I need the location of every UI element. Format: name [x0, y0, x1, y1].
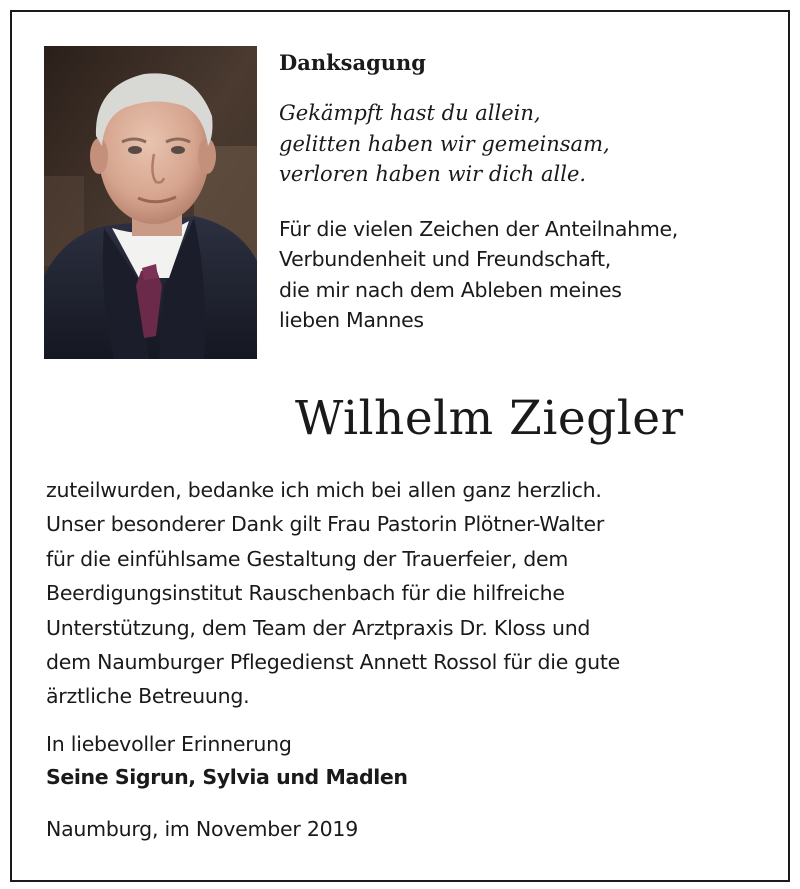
intro-line: lieben Mannes	[279, 307, 424, 332]
portrait-photo	[44, 46, 257, 359]
body-line: ärztliche Betreuung.	[46, 684, 250, 709]
body-line: Unterstützung, dem Team der Arztpraxis Dr. Kloss und	[46, 615, 591, 640]
signers: Seine Sigrun, Sylvia und Madlen	[46, 765, 408, 789]
place-date: Naumburg, im November 2019	[46, 817, 358, 841]
thanks-body	[46, 473, 620, 714]
body-line: zuteilwurden, bedanke ich mich bei allen ganz herzlich.	[46, 478, 602, 502]
intro-text	[279, 214, 678, 335]
notice-heading: Danksagung	[279, 50, 426, 75]
body-line: Unser besonderer Dank gilt Frau Pastorin Plötner-Walter	[46, 512, 605, 537]
body-line: Beerdigungsinstitut Rauschenbach für die hilfreiche	[46, 581, 565, 606]
intro-line: Verbundenheit und Freundschaft,	[279, 247, 611, 272]
body-line: dem Naumburger Pflegedienst Annett Rossol für die gute	[46, 650, 621, 675]
body-line: für die einfühlsame Gestaltung der Trauerfeier, dem	[46, 546, 569, 571]
poem-line: Gekämpft hast du allein,	[279, 101, 541, 125]
poem-verse	[279, 98, 610, 190]
poem-line: verloren haben wir dich alle.	[279, 162, 587, 186]
closing-phrase: In liebevoller Erinnerung	[46, 732, 292, 756]
poem-line: gelitten haben wir gemeinsam,	[279, 131, 610, 156]
deceased-name: Wilhelm Ziegler	[295, 391, 684, 446]
intro-line: die mir nach dem Ableben meines	[279, 277, 622, 302]
intro-line: Für die vielen Zeichen der Anteilnahme,	[279, 217, 679, 241]
